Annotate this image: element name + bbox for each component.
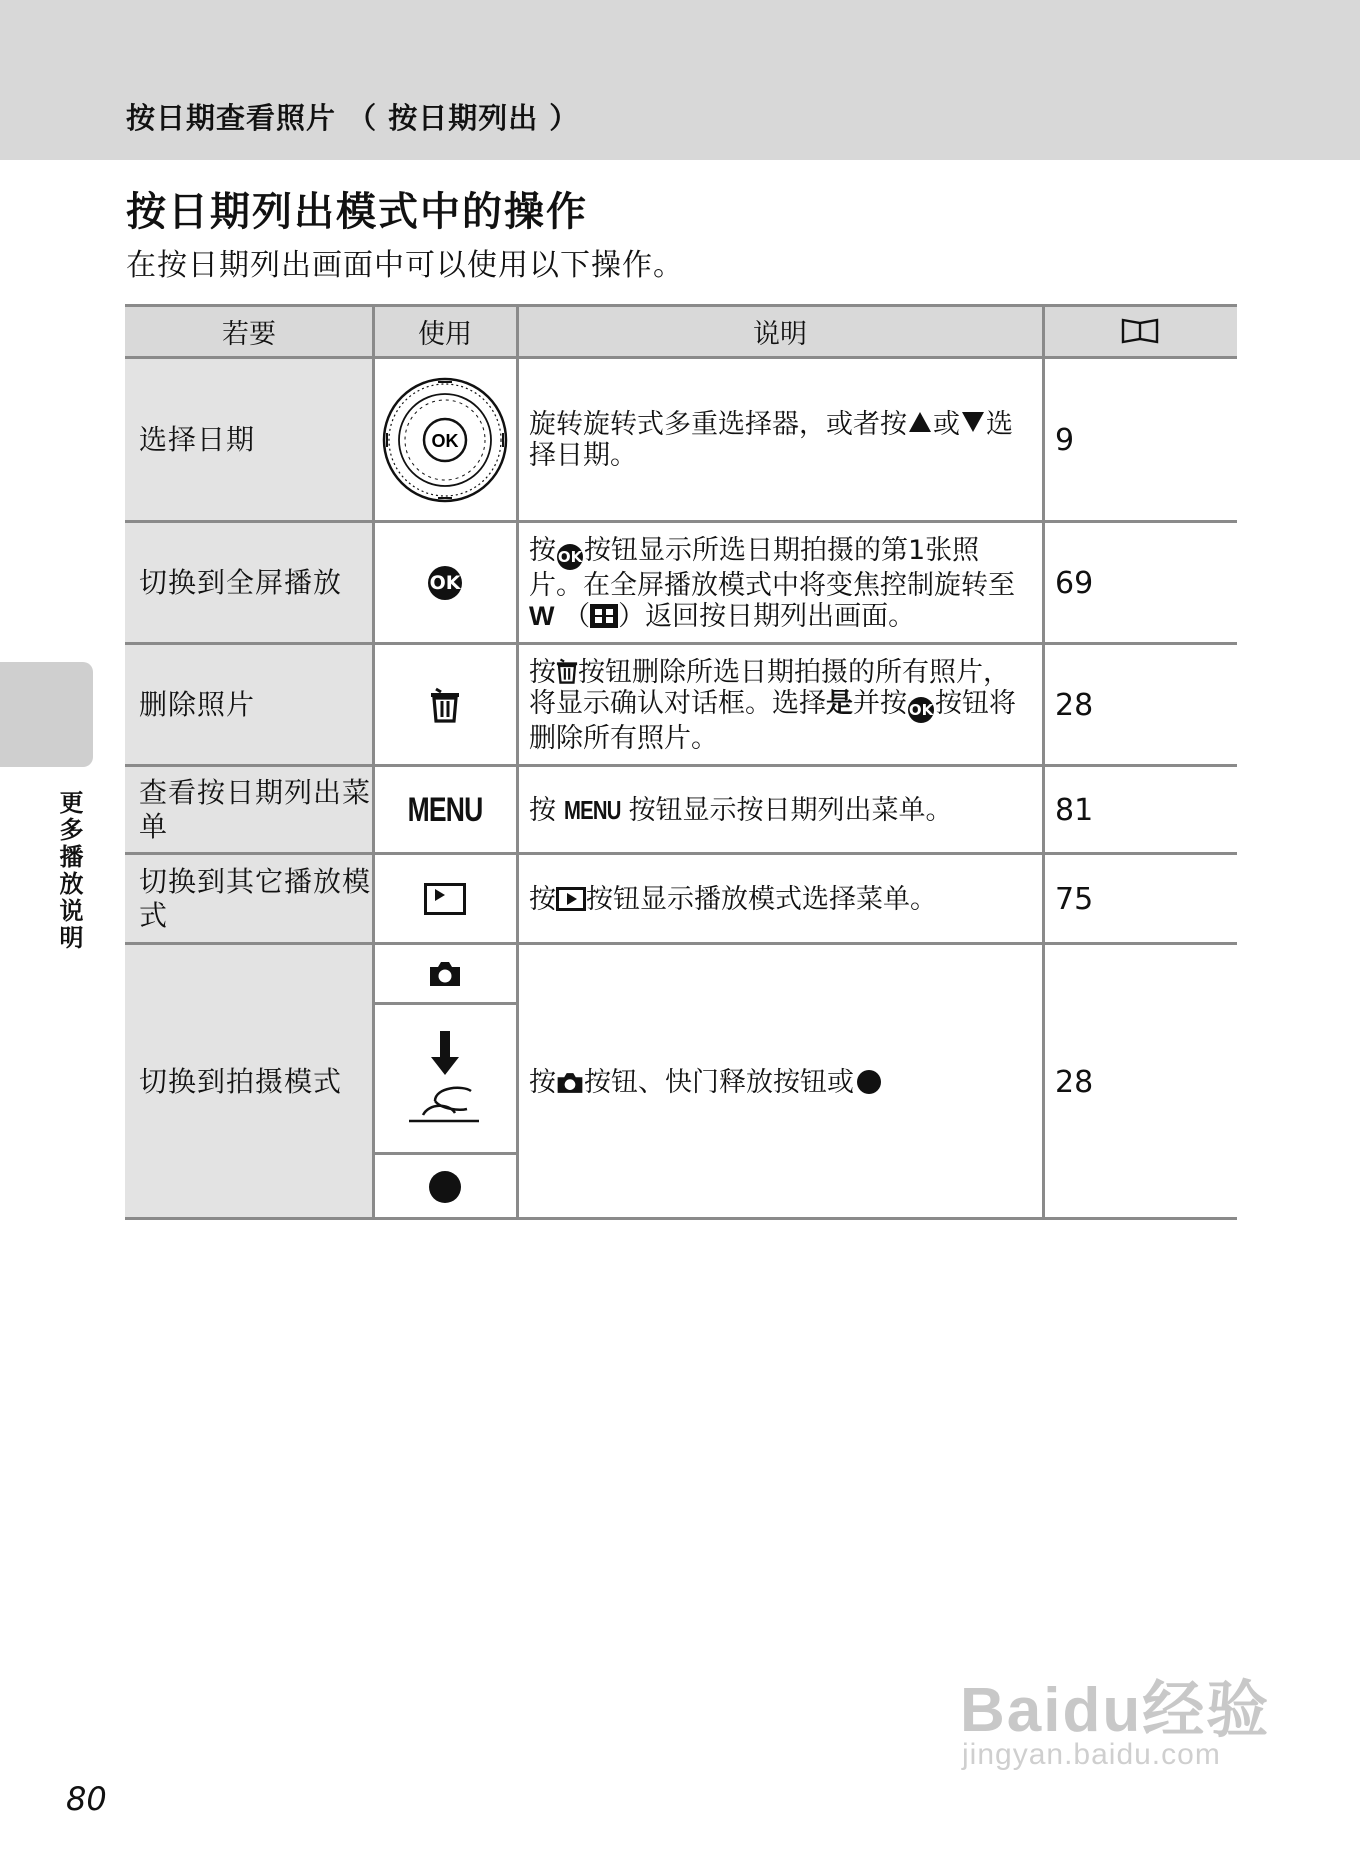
ok-button-icon: OK [908, 697, 934, 723]
menu-button-icon: MENU [373, 766, 517, 854]
shutter-release-icon [373, 1004, 517, 1154]
operations-table [125, 304, 1237, 1220]
column-header-reference [1043, 304, 1237, 358]
page-reference: 28 [1043, 944, 1237, 1220]
record-dot-icon [857, 1070, 881, 1094]
up-arrow-icon [909, 412, 931, 432]
table-rule [125, 520, 1237, 523]
playback-button-icon [373, 854, 517, 944]
chapter-tab-label: 更多播放说明 [55, 790, 83, 952]
down-arrow-icon [962, 412, 984, 432]
ok-button-icon: OK [373, 522, 517, 644]
camera-icon [556, 1071, 584, 1095]
rotary-multi-selector-icon [373, 358, 517, 522]
table-rule [373, 1002, 517, 1005]
table-row-action: 切换到全屏播放 [125, 522, 373, 644]
page-reference: 28 [1043, 644, 1237, 766]
column-header-description: 说明 [517, 304, 1043, 358]
trash-icon [556, 658, 578, 684]
page-reference: 9 [1043, 358, 1237, 522]
thumbnail-icon [590, 604, 618, 628]
table-rule [1042, 304, 1045, 1220]
table-row-action: 切换到其它播放模式 [125, 854, 373, 944]
table-row-description: 旋转旋转式多重选择器，或者按 或 选择日期。 [517, 358, 1043, 522]
table-rule [125, 1217, 1237, 1220]
table-rule [516, 304, 519, 1220]
table-rule [125, 356, 1237, 359]
table-row-description: 按 OK按钮显示所选日期拍摄的第1张照片。在全屏播放模式中将变焦控制旋转至 W （ ）返回按日期列出画面。 [517, 522, 1043, 644]
table-row-action: 删除照片 [125, 644, 373, 766]
ok-button-icon: OK [557, 544, 583, 570]
table-row-description: 按 按钮、快门释放按钮或 [517, 944, 1043, 1220]
running-header: 按日期查看照片 （ 按日期列出 ） [126, 101, 580, 135]
table-rule [373, 1152, 517, 1155]
table-rule [125, 764, 1237, 767]
table-row-action: 切换到拍摄模式 [125, 944, 373, 1220]
svg-text:OK: OK [431, 431, 459, 451]
table-rule [125, 642, 1237, 645]
playback-button-icon [556, 887, 586, 911]
table-rule [125, 852, 1237, 855]
table-row-description: 按 按钮删除所选日期拍摄的所有照片，将显示确认对话框。选择是并按 OK按钮将删除所有照片。 [517, 644, 1043, 766]
watermark-url: jingyan.baidu.com [962, 1738, 1221, 1771]
record-dot-icon [373, 1154, 517, 1220]
table-rule [125, 942, 1237, 945]
table-rule [125, 304, 1237, 307]
page-reference: 81 [1043, 766, 1237, 854]
chapter-tab [0, 662, 93, 767]
page-reference: 69 [1043, 522, 1237, 644]
column-header-action: 若要 [125, 304, 373, 358]
book-icon [1120, 316, 1160, 346]
table-rule [372, 304, 375, 1220]
table-row-action: 查看按日期列出菜单 [125, 766, 373, 854]
trash-icon [373, 644, 517, 766]
table-row-action: 选择日期 [125, 358, 373, 522]
section-heading: 按日期列出模式中的操作 [126, 189, 588, 235]
page-reference: 75 [1043, 854, 1237, 944]
camera-icon [373, 944, 517, 1004]
table-row-description: 按 MENU 按钮显示按日期列出菜单。 [517, 766, 1043, 854]
table-row-description: 按 按钮显示播放模式选择菜单。 [517, 854, 1043, 944]
section-intro: 在按日期列出画面中可以使用以下操作。 [126, 248, 684, 283]
page-number: 80 [66, 1780, 107, 1818]
watermark-logo: Baidu经验 [960, 1676, 1271, 1745]
column-header-use: 使用 [373, 304, 517, 358]
